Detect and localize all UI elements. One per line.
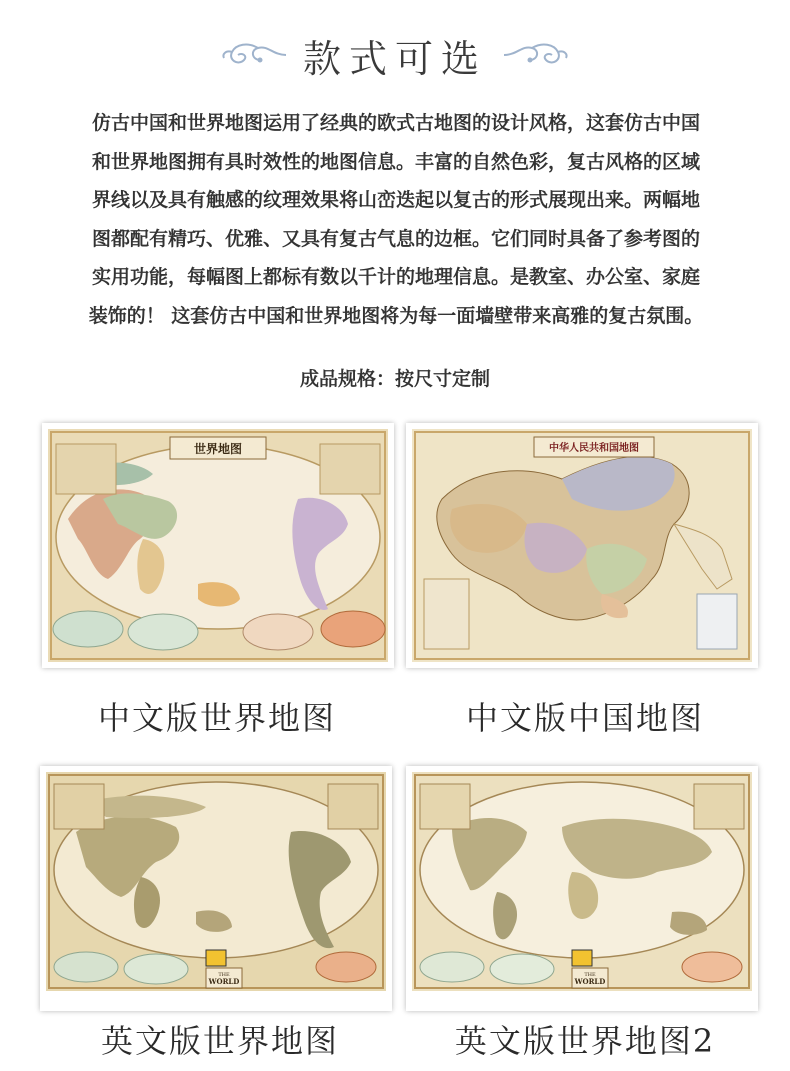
page-title: 款式可选	[302, 37, 487, 81]
description-line: 仿古中国和世界地图运用了经典的欧式古地图的设计风格，这套仿古中国	[91, 112, 700, 134]
product-card-en-world[interactable]	[40, 766, 392, 1011]
world-map-en-2-image	[412, 772, 752, 991]
map-badge-line1: THE	[584, 972, 596, 978]
description-line: 实用功能，每幅图上都标有数以千计的地理信息。是教室、办公室、家庭	[91, 266, 700, 289]
map-title-text: 中华人民共和国地图	[549, 443, 639, 454]
world-map-en-image	[46, 772, 386, 991]
china-map-image	[412, 429, 752, 662]
map-badge-line2: WORLD	[574, 977, 606, 986]
right-flourish-ornament	[502, 40, 572, 70]
map-title-text: 世界地图	[193, 442, 243, 456]
product-caption: 中文版世界地图	[97, 699, 336, 737]
product-card-en-world-2[interactable]	[406, 766, 758, 1011]
description-line: 装饰的！ 这套仿古中国和世界地图将为每一面墙壁带来高雅的复古氛围。	[88, 304, 704, 327]
product-caption: 中文版中国地图	[465, 699, 704, 737]
map-badge-line2: WORLD	[208, 977, 240, 986]
product-card-cn-china[interactable]	[406, 423, 758, 668]
product-description	[16, 104, 776, 336]
product-caption: 英文版世界地图	[100, 1022, 339, 1060]
map-badge-line1: THE	[218, 972, 230, 978]
description-line: 界线以及具有触感的纹理效果将山峦迭起以复古的形式展现出来。两幅地	[91, 189, 700, 212]
description-line: 图都配有精巧、优雅、又具有复古气息的边框。它们同时具备了参考图的	[91, 227, 700, 250]
world-map-cn-image	[48, 429, 388, 662]
description-line: 和世界地图拥有具时效性的地图信息。丰富的自然色彩，复古风格的区域	[91, 150, 700, 173]
product-card-cn-world[interactable]	[42, 423, 394, 668]
header	[0, 22, 790, 82]
product-caption: 英文版世界地图2	[454, 1022, 716, 1060]
size-spec: 成品规格：按尺寸定制	[299, 368, 490, 390]
